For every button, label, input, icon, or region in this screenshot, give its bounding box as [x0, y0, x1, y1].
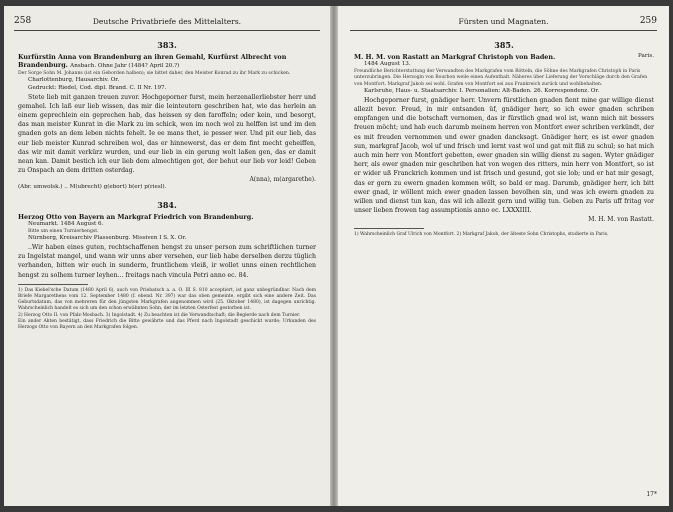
footnote: 2) Herzog Otto II. von Pfalz-Mosbach. 3) Ingolstadt. 4) Zu beachten ist die Verwandtschaft; die Begierde nach dem Turnier. — [18, 312, 301, 318]
right-content — [354, 36, 654, 239]
right-running-header — [338, 16, 669, 28]
footnote: 1) Wahrscheinlich Graf Ulrich von Montfort. 2) Markgraf Jakob, der älteste Sohn Christophs, studierte in Paris. — [354, 232, 609, 238]
header-rule — [14, 30, 320, 31]
left-running-header — [4, 16, 330, 28]
letter-source: Charlottenburg, Hausarchiv. Or. — [28, 77, 120, 84]
page-number: 258 — [14, 16, 32, 26]
letter-source: Nürnberg, Kreisarchiv Plassenburg. Missiven I S. X. Or. — [28, 235, 187, 242]
letter-body: ..Wir haben eines guten, rechtschaffenen hengst zu unser person zum schriftlichen turner zu Ingelstat mangel, und wann wir unns aber versehen, eur lieb habe derselben derzu tüglich verhanden, bitten wir euch in sunderm, fruntlichem vleiß, ir wollet unns einen rechtlichen hengst zu solhem turner leyhen... freitags nach vincula Petri anno ec. 84. — [18, 244, 316, 279]
letter-signature: A(nna), m(argarethe). — [249, 176, 316, 184]
header-rule — [350, 30, 657, 31]
letter-closing: (Abr. umwolsk.) .. M(ubrecht) g(ebort) b(er) p(riesl). — [18, 184, 167, 191]
letter-date: Neumarkt. 1484 August 6. — [28, 221, 104, 228]
running-title: Fürsten und Magnaten. — [458, 17, 549, 26]
sheet-mark: 17* — [646, 491, 657, 498]
book-gutter — [330, 6, 338, 506]
letter-body: Stete lieb mit ganzen treuen zuvor. Hochgeporner furst, mein herzenallerliebster herr und gemahel. Ich laß eur lieb wissen, das mir die leinteutern geschriben hat, wie das herlein an einem geprechlein ein geprechen hab, das heissen sy den faroffeln; oder kein, und besorgt, das man meister Kunrat in die Mark zu im schick, wen im noch wol zu helffen ist und im den gnaden gots an dem leben nichts fehelt. Ie ee mans thet, ie pesser wer. Und pit eur lieb, das eur lieb meister Kunrad schreiben wol, das er hinnewerst, das er dem fint mecht geheiffen, das wir mit damit verkürz wurden, und eur lieb in ein gerung wolt laßen gen, das er damit nean kan. Damit bestich ich eur lieb dem almechtigen got, der behut eur lieb vor leid! Geben zu Onspach an dem dritten osterdag. — [18, 93, 316, 175]
letter-summary: Der Sorge Sohn M. Johanns (ist ein Geborden halben); sie bittet daher, den Meister Konrad zu ihr Mark zu schicken. — [18, 71, 291, 76]
letter-title: M. H. M. von Rastatt an Markgraf Christoph von Baden. Paris. — [354, 53, 654, 61]
left-page — [4, 6, 330, 506]
running-title: Deutsche Privatbriefe des Mittelalters. — [92, 17, 242, 26]
letter-title: Herzog Otto von Bayern an Markgraf Friedrich von Brandenburg. — [18, 213, 254, 222]
letter-print: Gedruckt: Riedel, Cod. dipl. Brand. C. II Nr. 197. — [28, 85, 167, 91]
letter-date: Ansbach. Ohne Jahr (1484? April 20.?) — [70, 63, 180, 70]
page-number: 259 — [639, 16, 657, 26]
footnote-rule — [18, 284, 88, 285]
footnote: 1) Das Kiebel'sche Datum (1480 April 6), auch von Priebatsch a. a. O. III S. 810 acceptiert, ist ganz unbegründbar. Nach dem Briefe Margarethens vom 12. September 1480 (f. ebend. Nr. 397) war das oben gemeinte, ergibt sich eine andere Zeit. Das Geburtsdatum, das von mehreren für den jüngsten Markgrafen angenommen wird (25. Oktober 1480), ist dagegen unrichtig. Wahrscheinlich handelt es sich um den schon erwähnten Sohn, der im letzten Osterfest gestorben ist. — [18, 287, 316, 312]
letter-source: Karlsruhe, Haus- u. Staatsarchiv. I. Personalien: Alt-Baden. 26. Korrespondenz. Or. — [364, 88, 600, 95]
letter-place: Paris. — [638, 53, 654, 59]
footnote-rule — [354, 228, 424, 229]
letter-number: 385. — [494, 40, 514, 50]
letter-body: Hochgeporner furst, gnädiger herr. Unvern fürstlichen gnaden fient mine gar willige dienst allezit bevor. Freud, in mir entsanden üf, gnädiger herr, so ich ewer gnaden schriben empfangen und die botschaft vernomen, das ir fürstlich gnad wol ist, wann mich nit bessers freuen möcht; und hab euch darumb meinem herren von Montfort ewer schriben verkündt, der es mit freuden vernommen und ewer gnaden dancksagt. Gnädiger herr, es ist ewer gnaden sun, markgraf Jacob, wol uf und frisch und lernt vast wol und gat mit fliß zu schul; so hat mich auch min herr von Montfort gebetten, ewer gnaden sin willig dienst zu sagen. Wyter gnädiger herr, als ewer gnaden mir geschriben hat von wegen des ritters, min herr von Montfort, so ist er wider uß Franckrich kommen und ist frisch und gesund, got sie lob; und er hat mir gesagt, das er gern zu ewern gnaden kommen wölt, so bald er mag. Darumb, gnädiger herr, ich bitt ewer gnad, ir wöllent mich ewer gnaden lassen bevolhen sin, und was ich ewern gnaden zu willen und dienst tun kan, das wil ich allezit gern und willig tun. Geben zu Paris uff fritag vor unser lieben frowen tag assumptionis anno ec. LXXXIIII. — [354, 96, 654, 215]
footnote: Ein ander Akten bestätigt, dass Friedrich die Bitte gewährte und das Pferd nach Ingolstadt geschickt wurde; Urkunden des Herzogs Otto von Bayern an den Markgrafen folgen. — [18, 318, 316, 331]
letter-title: Kurfürstin Anna von Brandenburg an ihren Gemahl, Kurfürst Albrecht von Brandenburg. Ansbach. Ohne Jahr (1484? April 20.?) — [18, 53, 287, 70]
letter-date: 1484 August 13. — [364, 61, 411, 68]
letter-summary: Bitte um einen Turnierhengst. — [28, 229, 99, 235]
letter-number: 384. — [157, 200, 177, 211]
right-page — [338, 6, 669, 506]
left-content — [18, 36, 316, 331]
letter-summary: Freundliche Berichterstattung der Verwandten des Markgrafen vom Rötteln, die Söhne des Markgrafen Christoph in Paris unterzubringen. Die Herzogin von Bourbon weile einen Aufenthalt. Näheres über Lieferung der Vorschläge durch den Grafen von Montfort. Markgraf Jakob sei wohl. Grafen von Montfort sei aus Frankreich zurück und wohlbehalten. — [354, 69, 648, 87]
letter-number: 383. — [157, 40, 177, 50]
letter-signature: M. H. M. von Rastatt. — [588, 216, 654, 224]
